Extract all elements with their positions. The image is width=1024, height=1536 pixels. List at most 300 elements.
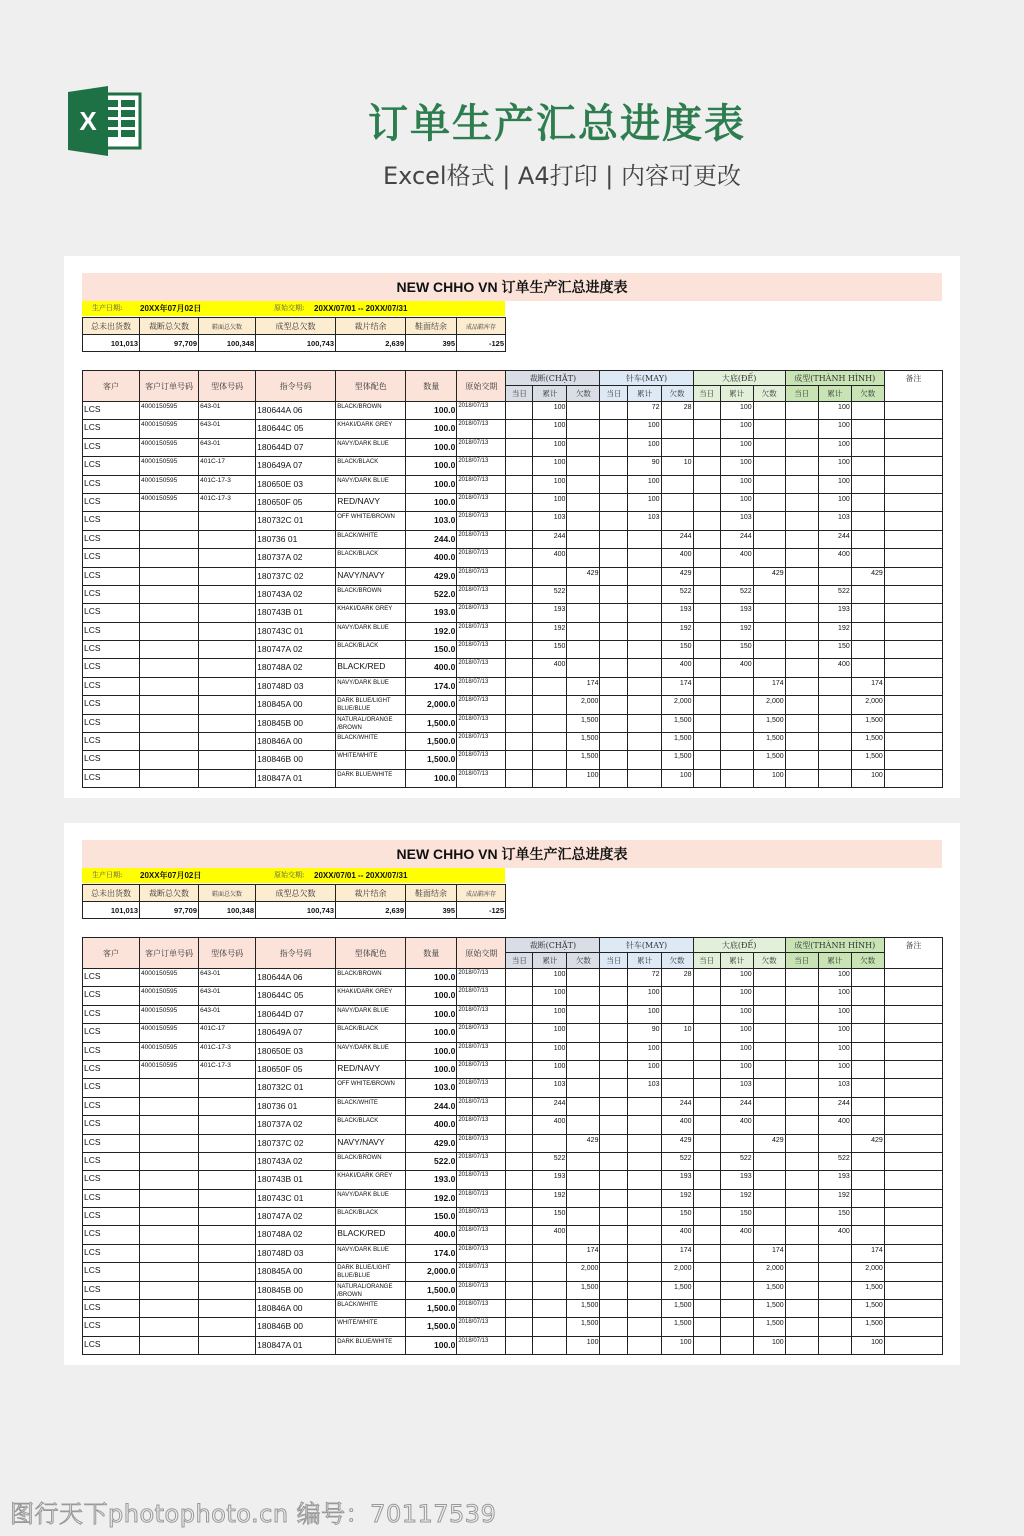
order-no-cell: 4000150595 xyxy=(140,1060,199,1078)
de-cell xyxy=(693,696,720,714)
delivery-date-cell: 2018/07/13 xyxy=(457,1336,506,1354)
table-row xyxy=(83,475,943,493)
tt-cell xyxy=(851,969,884,987)
summary-header: 裁断总欠数 xyxy=(140,318,199,335)
may-cell: 400 xyxy=(661,1226,693,1244)
color-cell: BLACK/BROWN xyxy=(336,585,406,603)
tt-cell xyxy=(785,1281,818,1299)
command-cell: 180748D 03 xyxy=(256,677,336,695)
may-cell: 522 xyxy=(661,1152,693,1170)
remarks-cell xyxy=(884,969,942,987)
quantity-cell: 192.0 xyxy=(406,622,457,640)
may-cell: 193 xyxy=(661,604,693,622)
model-cell xyxy=(199,751,256,769)
de-cell xyxy=(720,1300,753,1318)
quantity-cell: 400.0 xyxy=(406,549,457,567)
chat-cell xyxy=(506,1042,533,1060)
remarks-cell xyxy=(884,714,942,732)
chat-cell xyxy=(506,604,533,622)
chat-cell xyxy=(506,457,533,475)
command-cell: 180748A 02 xyxy=(256,1226,336,1244)
quantity-cell: 193.0 xyxy=(406,1171,457,1189)
tt-cell xyxy=(851,438,884,456)
may-cell xyxy=(600,1005,628,1023)
remarks-cell xyxy=(884,1097,942,1115)
de-cell xyxy=(720,1134,753,1152)
chat-cell xyxy=(567,1005,600,1023)
may-cell: 100 xyxy=(628,987,661,1005)
color-cell: KHAKI/DARK GREY xyxy=(336,1171,406,1189)
may-cell: 174 xyxy=(661,677,693,695)
chat-cell xyxy=(506,1005,533,1023)
model-cell xyxy=(199,1208,256,1226)
table-row xyxy=(83,769,943,787)
de-cell xyxy=(693,1134,720,1152)
de-cell xyxy=(693,751,720,769)
may-cell xyxy=(600,1042,628,1060)
table-row xyxy=(83,733,943,751)
de-cell xyxy=(753,969,785,987)
quantity-cell: 522.0 xyxy=(406,585,457,603)
chat-cell xyxy=(506,1263,533,1281)
delivery-date-cell: 2018/07/13 xyxy=(457,438,506,456)
remarks-cell xyxy=(884,769,942,787)
may-cell xyxy=(600,475,628,493)
date-bar xyxy=(82,301,505,316)
tt-cell: 100 xyxy=(818,1060,851,1078)
col-model-no: 型体号码 xyxy=(199,938,256,969)
de-cell: 100 xyxy=(753,769,785,787)
customer-cell: LCS xyxy=(83,1060,140,1078)
sheet-preview-1 xyxy=(64,256,960,798)
color-cell: NAVY/DARK BLUE xyxy=(336,1042,406,1060)
de-cell: 174 xyxy=(753,1244,785,1262)
summary-header: 鞋面结余 xyxy=(406,885,457,902)
model-cell xyxy=(199,1244,256,1262)
chat-cell: 2,000 xyxy=(567,696,600,714)
chat-cell xyxy=(506,1281,533,1299)
customer-cell: LCS xyxy=(83,1281,140,1299)
color-cell: BLACK/RED xyxy=(336,659,406,677)
customer-cell: LCS xyxy=(83,1116,140,1134)
tt-cell: 150 xyxy=(818,641,851,659)
chat-cell: 100 xyxy=(533,438,567,456)
may-cell xyxy=(600,1336,628,1354)
tt-cell: 100 xyxy=(851,769,884,787)
tt-cell xyxy=(851,604,884,622)
chat-cell xyxy=(567,585,600,603)
may-cell xyxy=(600,530,628,548)
chat-cell xyxy=(506,493,533,511)
command-cell: 180846A 00 xyxy=(256,733,336,751)
may-cell: 28 xyxy=(661,969,693,987)
tt-cell xyxy=(818,1263,851,1281)
delivery-date-cell: 2018/07/13 xyxy=(457,457,506,475)
color-cell: NAVY/DARK BLUE xyxy=(336,1189,406,1207)
de-cell: 244 xyxy=(720,530,753,548)
de-cell xyxy=(753,549,785,567)
quantity-cell: 400.0 xyxy=(406,1226,457,1244)
model-cell xyxy=(199,696,256,714)
table-row xyxy=(83,1134,943,1152)
de-cell xyxy=(693,530,720,548)
summary-value: -125 xyxy=(457,335,506,352)
tt-cell: 1,500 xyxy=(851,1318,884,1336)
chat-cell xyxy=(506,769,533,787)
group-sewing: 针车(MAY) xyxy=(600,371,693,386)
color-cell: BLACK/BLACK xyxy=(336,1208,406,1226)
may-cell xyxy=(600,1079,628,1097)
chat-cell xyxy=(506,751,533,769)
chat-cell: 400 xyxy=(533,1226,567,1244)
command-cell: 180748A 02 xyxy=(256,659,336,677)
quantity-cell: 100.0 xyxy=(406,769,457,787)
chat-cell: 2,000 xyxy=(567,1263,600,1281)
may-cell xyxy=(600,1281,628,1299)
tt-cell xyxy=(818,677,851,695)
summary-header: 成型总欠数 xyxy=(256,318,336,335)
chat-cell xyxy=(506,714,533,732)
may-cell xyxy=(628,604,661,622)
color-cell: BLACK/WHITE xyxy=(336,530,406,548)
de-cell: 400 xyxy=(720,549,753,567)
tt-cell xyxy=(851,457,884,475)
quantity-cell: 100.0 xyxy=(406,987,457,1005)
chat-cell xyxy=(506,549,533,567)
model-cell xyxy=(199,714,256,732)
tt-cell: 1,500 xyxy=(851,733,884,751)
summary-header: 总未出货数 xyxy=(83,318,140,335)
summary-header: 成品鞋库存 xyxy=(457,885,506,902)
tt-cell xyxy=(785,549,818,567)
table-row xyxy=(83,1336,943,1354)
summary-value: -125 xyxy=(457,902,506,919)
may-cell xyxy=(600,1189,628,1207)
model-cell xyxy=(199,512,256,530)
may-cell: 193 xyxy=(661,1171,693,1189)
tt-cell: 400 xyxy=(818,549,851,567)
tt-cell xyxy=(818,1134,851,1152)
quantity-cell: 400.0 xyxy=(406,1116,457,1134)
order-no-cell: 4000150595 xyxy=(140,1024,199,1042)
chat-cell xyxy=(506,733,533,751)
may-cell xyxy=(628,1318,661,1336)
chat-cell xyxy=(533,1318,567,1336)
table-row xyxy=(83,493,943,511)
de-cell xyxy=(753,659,785,677)
table-row xyxy=(83,1152,943,1170)
de-cell xyxy=(693,714,720,732)
table-row xyxy=(83,1042,943,1060)
group-sewing: 针车(MAY) xyxy=(600,938,693,953)
de-cell: 100 xyxy=(720,1042,753,1060)
quantity-cell: 1,500.0 xyxy=(406,714,457,732)
de-cell xyxy=(753,1152,785,1170)
remarks-cell xyxy=(884,1300,942,1318)
may-cell xyxy=(628,1116,661,1134)
customer-cell: LCS xyxy=(83,1263,140,1281)
model-cell: 401C-17 xyxy=(199,1024,256,1042)
col-remarks: 备注 xyxy=(884,938,942,969)
sub-header: 欠数 xyxy=(567,386,600,402)
remarks-cell xyxy=(884,677,942,695)
model-cell: 643-01 xyxy=(199,969,256,987)
command-cell: 180644C 05 xyxy=(256,420,336,438)
de-cell xyxy=(693,402,720,420)
de-cell xyxy=(720,696,753,714)
chat-cell: 174 xyxy=(567,677,600,695)
chat-cell xyxy=(506,1171,533,1189)
production-date-label: 生产日期: xyxy=(92,304,123,312)
may-cell: 429 xyxy=(661,567,693,585)
tt-cell xyxy=(785,1208,818,1226)
tt-cell xyxy=(851,641,884,659)
model-cell: 643-01 xyxy=(199,402,256,420)
de-cell xyxy=(753,438,785,456)
de-cell xyxy=(693,512,720,530)
de-cell xyxy=(720,714,753,732)
quantity-cell: 103.0 xyxy=(406,1079,457,1097)
model-cell xyxy=(199,567,256,585)
page-title: 订单生产汇总进度表 xyxy=(368,101,746,147)
quantity-cell: 100.0 xyxy=(406,475,457,493)
tt-cell xyxy=(785,1171,818,1189)
watermark: 图行天下photophoto.cn 编号：70117539 xyxy=(10,1500,497,1528)
table-row xyxy=(83,969,943,987)
order-no-cell xyxy=(140,1281,199,1299)
tt-cell xyxy=(851,475,884,493)
may-cell: 72 xyxy=(628,402,661,420)
sub-header: 当日 xyxy=(600,953,628,969)
may-cell xyxy=(628,641,661,659)
customer-cell: LCS xyxy=(83,677,140,695)
color-cell: NAVY/DARK BLUE xyxy=(336,622,406,640)
de-cell xyxy=(693,493,720,511)
command-cell: 180743B 01 xyxy=(256,604,336,622)
chat-cell xyxy=(567,549,600,567)
command-cell: 180743B 01 xyxy=(256,1171,336,1189)
remarks-cell xyxy=(884,1263,942,1281)
tt-cell: 103 xyxy=(818,512,851,530)
may-cell: 1,500 xyxy=(661,751,693,769)
de-cell xyxy=(720,1318,753,1336)
chat-cell: 100 xyxy=(533,1042,567,1060)
remarks-cell xyxy=(884,1318,942,1336)
summary-value: 100,743 xyxy=(256,902,336,919)
order-no-cell xyxy=(140,1244,199,1262)
de-cell: 100 xyxy=(720,475,753,493)
de-cell: 192 xyxy=(720,1189,753,1207)
delivery-date-cell: 2018/07/13 xyxy=(457,751,506,769)
tt-cell: 2,000 xyxy=(851,1263,884,1281)
color-cell: BLACK/BLACK xyxy=(336,641,406,659)
model-cell xyxy=(199,549,256,567)
col-model-color: 型体配色 xyxy=(336,371,406,402)
color-cell: NAVY/DARK BLUE xyxy=(336,677,406,695)
command-cell: 180737A 02 xyxy=(256,1116,336,1134)
may-cell xyxy=(600,733,628,751)
de-cell: 1,500 xyxy=(753,1300,785,1318)
col-quantity: 数量 xyxy=(406,938,457,969)
model-cell xyxy=(199,1134,256,1152)
summary-value: 2,639 xyxy=(336,902,406,919)
tt-cell: 244 xyxy=(818,530,851,548)
delivery-date-cell: 2018/07/13 xyxy=(457,714,506,732)
may-cell xyxy=(600,769,628,787)
may-cell xyxy=(600,512,628,530)
color-cell: BLACK/RED xyxy=(336,1226,406,1244)
table-row xyxy=(83,1189,943,1207)
remarks-cell xyxy=(884,1171,942,1189)
de-cell: 150 xyxy=(720,641,753,659)
color-cell: BLACK/BLACK xyxy=(336,549,406,567)
color-cell: NATURAL/ORANGE /BROWN xyxy=(336,714,406,732)
may-cell xyxy=(600,604,628,622)
may-cell: 192 xyxy=(661,622,693,640)
customer-cell: LCS xyxy=(83,420,140,438)
command-cell: 180650E 03 xyxy=(256,1042,336,1060)
sheet-banner: NEW CHHO VN 订单生产汇总进度表 xyxy=(82,840,942,868)
chat-cell xyxy=(533,714,567,732)
summary-value: 97,709 xyxy=(140,902,199,919)
sub-header: 当日 xyxy=(693,953,720,969)
tt-cell xyxy=(851,530,884,548)
may-cell xyxy=(600,1116,628,1134)
summary-value: 101,013 xyxy=(83,902,140,919)
remarks-cell xyxy=(884,1042,942,1060)
order-no-cell xyxy=(140,659,199,677)
col-original-delivery: 原始交期 xyxy=(457,938,506,969)
remarks-cell xyxy=(884,1024,942,1042)
may-cell: 2,000 xyxy=(661,696,693,714)
tt-cell xyxy=(785,1244,818,1262)
may-cell xyxy=(628,530,661,548)
table-row xyxy=(83,585,943,603)
tt-cell: 522 xyxy=(818,1152,851,1170)
chat-cell xyxy=(567,1208,600,1226)
may-cell: 1,500 xyxy=(661,733,693,751)
color-cell: NATURAL/ORANGE /BROWN xyxy=(336,1281,406,1299)
may-cell xyxy=(628,585,661,603)
may-cell xyxy=(600,751,628,769)
may-cell: 1,500 xyxy=(661,1300,693,1318)
chat-cell xyxy=(506,438,533,456)
color-cell: BLACK/WHITE xyxy=(336,733,406,751)
command-cell: 180732C 01 xyxy=(256,512,336,530)
chat-cell xyxy=(506,475,533,493)
order-no-cell: 4000150595 xyxy=(140,402,199,420)
order-no-cell: 4000150595 xyxy=(140,420,199,438)
delivery-date-cell: 2018/07/13 xyxy=(457,1318,506,1336)
tt-cell xyxy=(818,1300,851,1318)
tt-cell: 193 xyxy=(818,604,851,622)
remarks-cell xyxy=(884,585,942,603)
tt-cell xyxy=(851,493,884,511)
model-cell xyxy=(199,585,256,603)
may-cell xyxy=(661,1079,693,1097)
progress-table xyxy=(82,937,943,1355)
group-sole: 大底(ĐẾ) xyxy=(693,938,785,953)
de-cell: 174 xyxy=(753,677,785,695)
de-cell xyxy=(720,769,753,787)
order-no-cell xyxy=(140,1208,199,1226)
de-cell xyxy=(753,1060,785,1078)
model-cell: 643-01 xyxy=(199,1005,256,1023)
remarks-cell xyxy=(884,493,942,511)
may-cell xyxy=(628,696,661,714)
de-cell xyxy=(753,585,785,603)
customer-cell: LCS xyxy=(83,714,140,732)
de-cell: 103 xyxy=(720,512,753,530)
de-cell xyxy=(753,1208,785,1226)
may-cell xyxy=(661,438,693,456)
tt-cell xyxy=(785,1300,818,1318)
customer-cell: LCS xyxy=(83,696,140,714)
tt-cell xyxy=(851,1024,884,1042)
customer-cell: LCS xyxy=(83,1318,140,1336)
quantity-cell: 1,500.0 xyxy=(406,1318,457,1336)
table-row xyxy=(83,659,943,677)
remarks-cell xyxy=(884,1189,942,1207)
tt-cell xyxy=(851,420,884,438)
chat-cell xyxy=(567,1116,600,1134)
command-cell: 180736 01 xyxy=(256,1097,336,1115)
de-cell: 400 xyxy=(720,1116,753,1134)
may-cell: 10 xyxy=(661,457,693,475)
chat-cell xyxy=(567,1189,600,1207)
chat-cell xyxy=(567,622,600,640)
delivery-label: 原始交期: xyxy=(274,871,305,879)
sub-header: 欠数 xyxy=(661,953,693,969)
de-cell: 429 xyxy=(753,1134,785,1152)
command-cell: 180743C 01 xyxy=(256,622,336,640)
chat-cell xyxy=(567,438,600,456)
may-cell xyxy=(628,567,661,585)
may-cell: 100 xyxy=(628,438,661,456)
chat-cell xyxy=(506,1208,533,1226)
tt-cell: 1,500 xyxy=(851,1281,884,1299)
customer-cell: LCS xyxy=(83,402,140,420)
table-row xyxy=(83,1097,943,1115)
delivery-date-cell: 2018/07/13 xyxy=(457,696,506,714)
order-no-cell xyxy=(140,1152,199,1170)
color-cell: BLACK/BLACK xyxy=(336,1024,406,1042)
quantity-cell: 429.0 xyxy=(406,567,457,585)
table-row xyxy=(83,567,943,585)
order-no-cell xyxy=(140,1318,199,1336)
may-cell: 429 xyxy=(661,1134,693,1152)
table-row xyxy=(83,1024,943,1042)
may-cell xyxy=(661,512,693,530)
sub-header: 累计 xyxy=(533,386,567,402)
color-cell: NAVY/DARK BLUE xyxy=(336,1244,406,1262)
sub-header: 欠数 xyxy=(661,386,693,402)
quantity-cell: 174.0 xyxy=(406,1244,457,1262)
de-cell xyxy=(693,987,720,1005)
quantity-cell: 103.0 xyxy=(406,512,457,530)
chat-cell xyxy=(567,1042,600,1060)
de-cell xyxy=(753,1024,785,1042)
may-cell xyxy=(600,1318,628,1336)
table-row xyxy=(83,1244,943,1262)
de-cell xyxy=(720,677,753,695)
delivery-date-cell: 2018/07/13 xyxy=(457,530,506,548)
remarks-cell xyxy=(884,733,942,751)
chat-cell xyxy=(533,567,567,585)
color-cell: WHITE/WHITE xyxy=(336,1318,406,1336)
order-no-cell xyxy=(140,530,199,548)
sheet-preview-2 xyxy=(64,823,960,1365)
